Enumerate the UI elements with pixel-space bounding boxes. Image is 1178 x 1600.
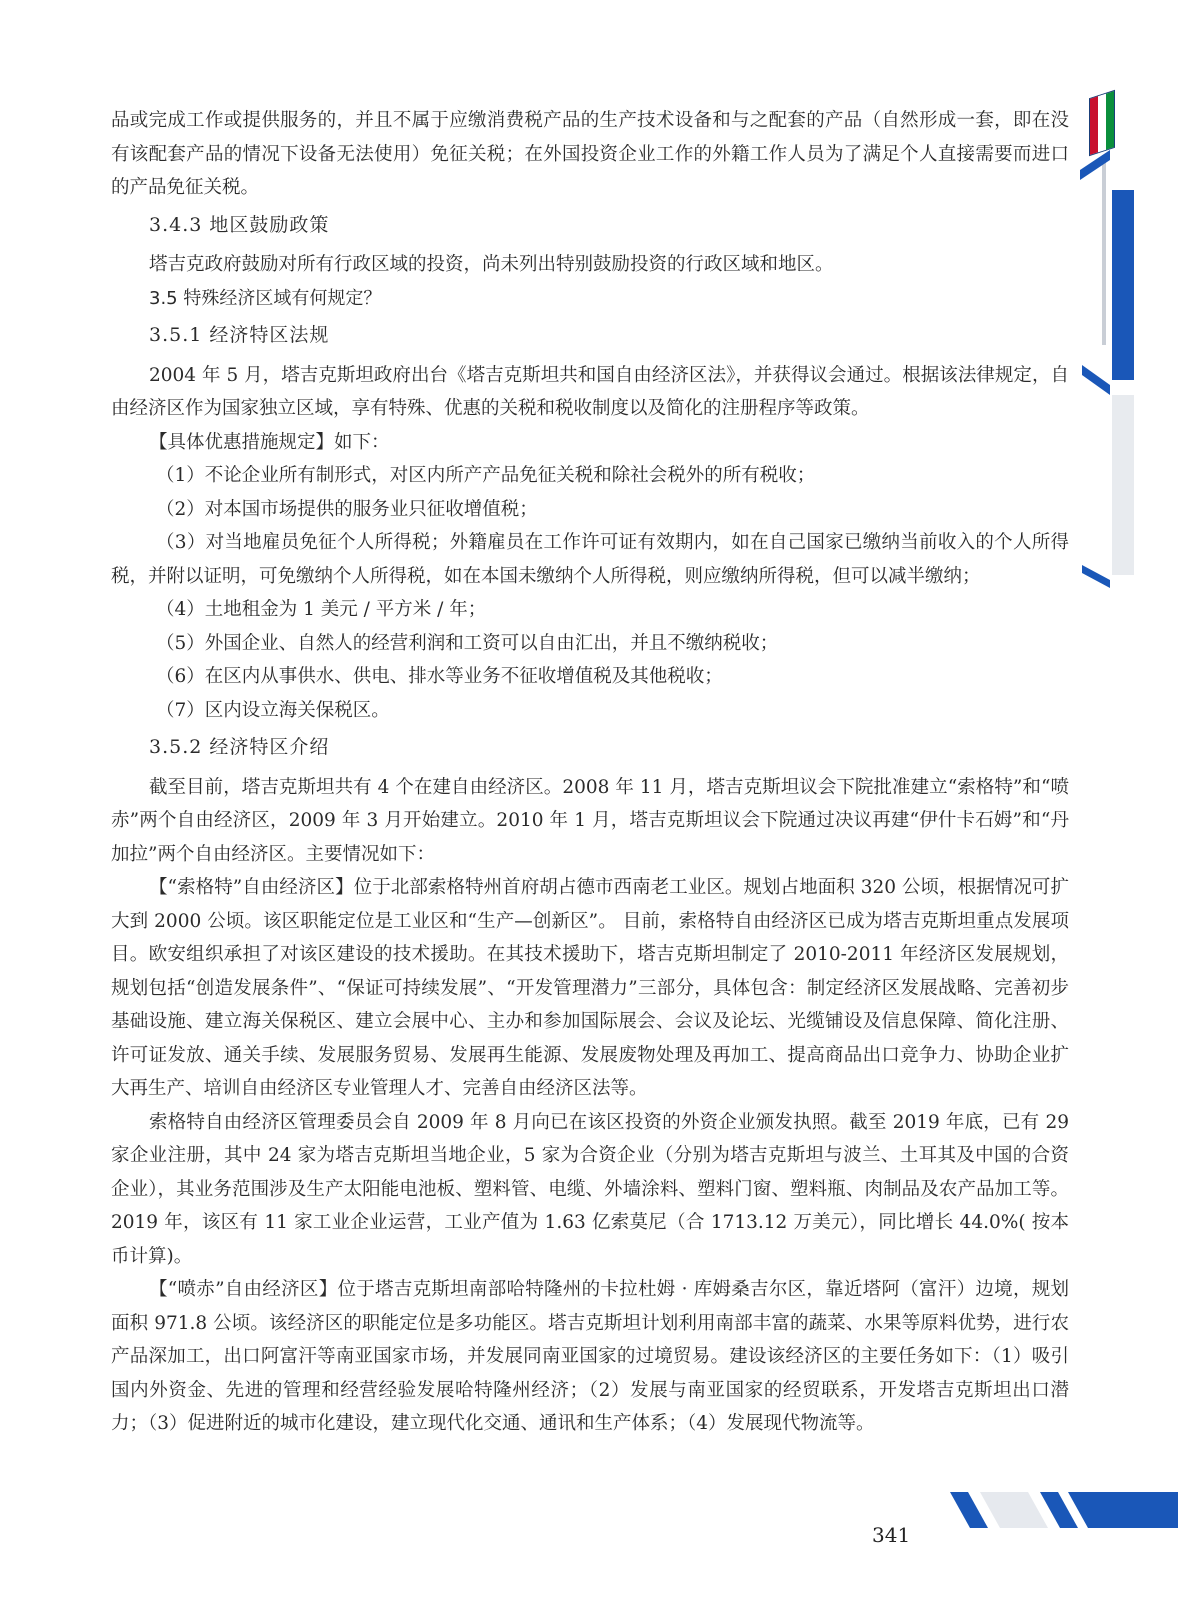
list-item: （7）区内设立海关保税区。 (156, 699, 390, 721)
paragraph: 【“喷赤”自由经济区】位于塔吉克斯坦南部哈特隆州的卡拉杜姆 · 库姆桑吉尔区，靠近塔阿（富汗）边境，规划面积 971.8 公顷。该经济区的职能定位是多功能区。塔吉克斯坦计划利用南部丰富的蔬菜、水果等原料优势，进行农产品深加工，出口阿富汗等南亚国家市场，并发展同南亚国家的过境贸易。建设该经济区的主要任务如下：（1）吸引国内外资金、先进的管理和经营经验发展哈特隆州经济；（2）发展与南亚国家的经贸联系，开发塔吉克斯坦出口潜力；（3）促进附近的城市化建设，建立现代化交通、通讯和生产体系；（4）发展现代物流等。 (111, 1279, 1069, 1434)
list-item: （3）对当地雇员免征个人所得税；外籍雇员在工作许可证有效期内，如在自己国家已缴纳当前收入的个人所得税，并附以证明，可免缴纳个人所得税，如在本国未缴纳个人所得税，则应缴纳所得税，但可以减半缴纳； (111, 532, 1069, 587)
list-item: （5）外国企业、自然人的经营利润和工资可以自由汇出，并且不缴纳税收； (156, 632, 779, 654)
paragraph: 截至目前，塔吉克斯坦共有 4 个在建自由经济区。2008 年 11 月，塔吉克斯坦议会下院批准建立“索格特”和“喷赤”两个自由经济区，2009 年 3 月开始建立。2010 年 1 月，塔吉克斯坦议会下院通过决议再建“伊什卡石姆”和“丹加拉”两个自由经济区。主要情况如下： (111, 776, 1069, 865)
list-item: （2）对本国市场提供的服务业只征收增值税； (156, 498, 538, 520)
section-heading: 3.4.3 地区鼓励政策 (149, 213, 330, 236)
bottom-decor-stripes (950, 1492, 1178, 1532)
paragraph: 2004 年 5 月，塔吉克斯坦政府出台《塔吉克斯坦共和国自由经济区法》，并获得议会通过。根据该法律规定，自由经济区作为国家独立区域，享有特殊、优惠的关税和税收制度以及简化的注册程序等政策。 (111, 364, 1069, 419)
section-heading: 3.5.1 经济特区法规 (149, 324, 330, 346)
side-decor-chevrons (1080, 150, 1120, 590)
tajikistan-flag-icon (1089, 90, 1115, 156)
section-heading-major: 3.5 特殊经济区域有何规定？ (149, 287, 382, 309)
paragraph: 【“索格特”自由经济区】位于北部索格特州首府胡占德市西南老工业区。规划占地面积 320 公顷，根据情况可扩大到 2000 公顷。该区职能定位是工业区和“生产—创新区”。 目前，索格特自由经济区已成为塔吉克斯坦重点发展项目。欧安组织承担了对该区建设的技术援助。在其技术援助下，塔吉克斯坦制定了 2010-2011 年经济区发展规划，规划包括“创造发展条件”、“保证可持续发展”、“开发管理潜力”三部分，具体包含：制定经济区发展战略、完善初步基础设施、建立海关保税区、建立会展中心、主办和参加国际展会、会议及论坛、光缆铺设及信息保障、简化注册、许可证发放、通关手续、发展服务贸易、发展再生能源、发展废物处理及再加工、提高商品出口竞争力、协助企业扩大再生产、培训自由经济区专业管理人才、完善自由经济区法等。 (111, 877, 1069, 1099)
document-body (111, 104, 1069, 1441)
page-number: 341 (872, 1523, 911, 1547)
list-item: （6）在区内从事供水、供电、排水等业务不征收增值税及其他税收； (156, 666, 723, 687)
paragraph: 塔吉克政府鼓励对所有行政区域的投资，尚未列出特别鼓励投资的行政区域和地区。 (149, 254, 834, 275)
paragraph: 品或完成工作或提供服务的，并且不属于应缴消费税产品的生产技术设备和与之配套的产品（自然形成一套，即在没有该配套产品的情况下设备无法使用）免征关税；在外国投资企业工作的外籍工作人员为了满足个人直接需要而进口的产品免征关税。 (111, 110, 1069, 198)
paragraph: 【具体优惠措施规定】如下： (149, 431, 390, 453)
list-item: （4）土地租金为 1 美元 / 平方米 / 年； (156, 599, 487, 620)
paragraph: 索格特自由经济区管理委员会自 2009 年 8 月向已在该区投资的外资企业颁发执照。截至 2019 年底，已有 29 家企业注册，其中 24 家为塔吉克斯坦当地企业，5 家为合资企业（分别为塔吉克斯坦与波兰、土耳其及中国的合资企业），其业务范围涉及生产太阳能电池板、塑料管、电缆、外墙涂料、塑料门窗、塑料瓶、肉制品及农产品加工等。2019 年，该区有 11 家工业企业运营，工业产值为 1.63 亿索莫尼（合 1713.12 万美元），同比增长 44.0%( 按本币计算)。 (111, 1111, 1069, 1267)
list-item: （1）不论企业所有制形式，对区内所产产品免征关税和除社会税外的所有税收； (156, 465, 816, 486)
section-heading: 3.5.2 经济特区介绍 (149, 736, 330, 758)
